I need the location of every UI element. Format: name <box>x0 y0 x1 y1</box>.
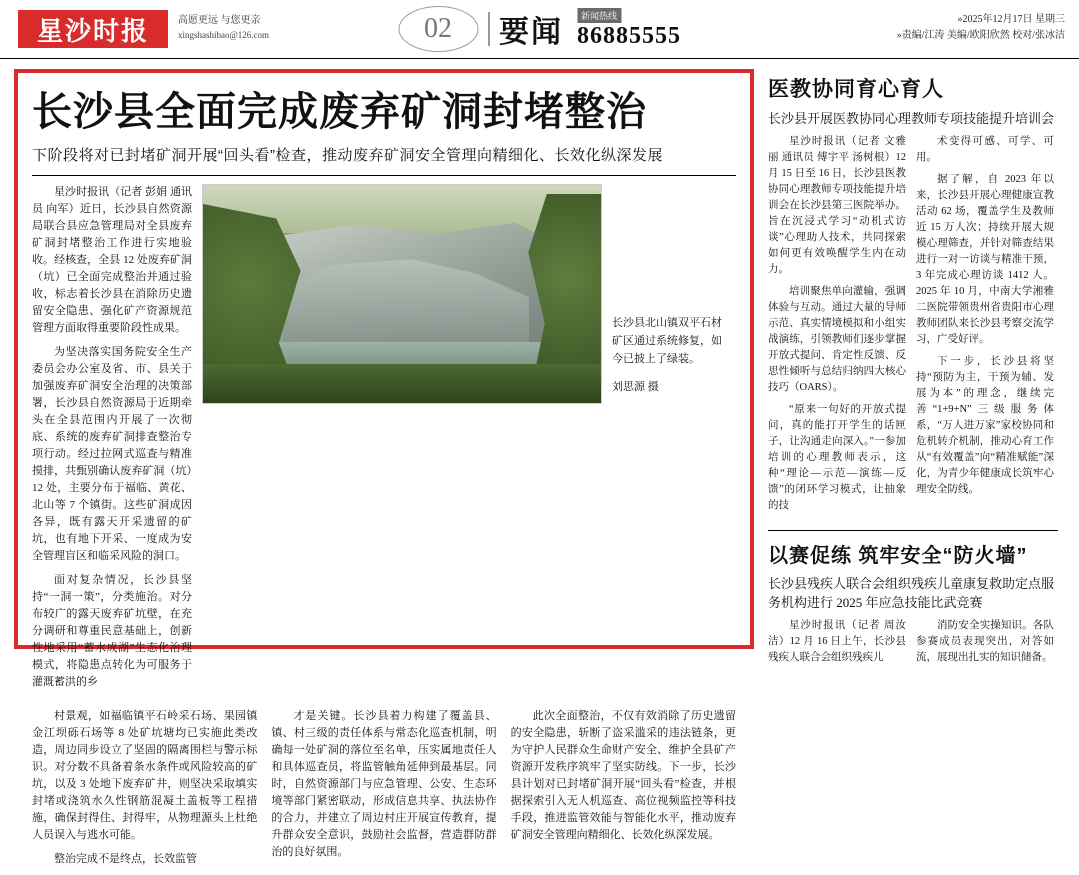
paragraph: 整治完成不是终点，长效监管 <box>54 853 197 865</box>
paragraph: 面对复杂情况，长沙县坚持“一洞一策”，分类施治。对分布较广的露天废弃矿坑壁，在充分调研和尊重民意基础上，创新性地采用“蓄水成湖”生态化治理模式，将隐患点转化为可服务于灌溉蓄洪的乡 <box>32 574 192 688</box>
paragraph: 星沙时报讯（记者 文雅丽 通讯员 傅宇平 汤树根）12 月 15 日至 16 日，长沙县医教协同心理教师专项技能提升培训会在长沙县第三医院举办。旨在沉浸式学习“动机式访谈”心理助人技术，共同探索如何更有效唤醒学生内在动力。 <box>768 136 906 275</box>
right-top-column-1 <box>768 134 906 520</box>
lead-article <box>14 69 754 865</box>
right-top-column-2 <box>916 134 1054 520</box>
lead-headline: 长沙县全面完成废弃矿洞封堵整治 <box>32 90 647 134</box>
slogan-line-1: 高愿更远 与您更亲 <box>178 15 261 26</box>
paragraph: 星沙时报讯（记者 彭娟 通讯员 向军）近日，长沙县自然资源局联合县应急管理局对全县废弃矿洞封堵整治工作进行实地验收。经核查，全县 12 处废弃矿洞（坑）已全面完成整治并通过验收，标志着长沙县在消除历史遗留安全隐患、强化矿产资源规范管理方面取得重要阶段性成果。 <box>32 186 192 334</box>
paragraph: 星沙时报讯（记者 周汝洁）12 月 16 日上午，长沙县残疾人联合会组织残疾儿 <box>768 620 906 663</box>
masthead-center <box>398 6 681 52</box>
lead-column-2 <box>32 708 257 875</box>
right-bottom-headline: 以赛促练 筑牢安全“防火墙” <box>768 545 1028 567</box>
lead-subhead: 下阶段将对已封堵矿洞开展“回头看”检查，推动废弃矿洞安全管理向精细化、长效化纵深发展 <box>32 145 736 176</box>
lead-column-1 <box>32 184 192 698</box>
right-bottom-column-2 <box>916 618 1054 672</box>
hotline-label: 新闻热线 <box>577 8 621 23</box>
paragraph: 消防安全实操知识。各队参赛成员表现突出，对答如流，展现出扎实的知识储备。 <box>916 620 1054 663</box>
paragraph: 术变得可感、可学、可用。 <box>916 136 1054 163</box>
masthead-divider <box>488 12 489 46</box>
photo-caption: 长沙县北山镇双平石材矿区通过系统修复，如今已披上了绿装。 <box>612 317 722 365</box>
paragraph: “原来一句好的开放式提问，真的能打开学生的话匣子，让沟通走向深入。”一参加培训的心理教师表示，这种“理论—示范—演练—反馈”的闭环学习模式，让抽象的技 <box>768 404 906 511</box>
hotline-block <box>577 8 681 50</box>
newspaper-logo <box>18 10 168 48</box>
paragraph: 下一步，长沙县将坚持“预防为主，干预为辅、发展为本”的理念，继续完善“1+9+N”三级服务体系，“万人进万家”家校协同和危机转介机制，推动心育工作从“有效覆盖”向“精准赋能”深化，为青少年健康成长筑牢心理安全防线。 <box>916 356 1054 495</box>
paragraph: 村景观，如福临镇平石岭采石场、果园镇金江坝砾石场等 8 处矿坑塘均已实施此类改造，周边同步设立了坚固的隔离围栏与警示标识。对分数不具备着条水条件或风险较高的矿坑，以及 3 处地下废弃矿井，则坚决采取填实封堵或浇筑水久性钢筋混凝土盖板等工程措施，确保封得住、封得牢，从物理源头上杜绝人员误入与逃水可能。 <box>32 710 258 841</box>
logo-text: 星沙时报 <box>36 16 149 46</box>
paragraph: 才是关键。长沙县着力构建了覆盖县、镇、村三级的责任体系与常态化巡查机制，明确每一处矿洞的落位至名单，压实属地责任人和具体巡查员，将监管触角延伸到最基层。同时，自然资源部门与应急管理、公安、生态环境等部门紧密联动，形成信息共享、执法协作的合力，并建立了周边村庄开展宣传教育，提升群众安全意识，鼓励社会监督，营造群防群治的良好氛围。 <box>271 710 497 858</box>
right-top-subhead: 长沙县开展医教协同心理教师专项技能提升培训会 <box>768 111 1055 126</box>
editor-credits: »责编/江涛 美编/欧阳欣然 校对/张冰洁 <box>896 30 1065 41</box>
paragraph: 培训聚焦单向灌输，强调体验与互动。通过大量的导师示范、真实情境模拟和小组实战演练，引领教师们逐步掌握开放式提问、肯定性反馈、反思性倾听与总结归纳四大核心技巧（OARS）。 <box>768 286 906 393</box>
lead-column-3 <box>271 708 496 875</box>
hotline-number: 86885555 <box>577 23 681 49</box>
right-top-columns <box>768 134 1058 520</box>
lead-photo-wrap <box>202 184 602 698</box>
masthead <box>0 0 1079 59</box>
paragraph: 据了解，自 2023 年以来，长沙县开展心理健康宣教活动 62 场，覆盖学生及教师近 15 万人次；持续开展大规模心理筛查，并针对筛查结果进行一对一访谈与精准干预，3 年完成心理访谈 1412 人。2025 年 10 月，中南大学湘雅二医院带领贵州省贵阳市心理教师团队来长沙县考察交流学习，广受好评。 <box>916 174 1054 345</box>
lead-column-4 <box>511 708 736 875</box>
photo-credit: 刘思源 摄 <box>612 381 659 393</box>
article-medical-education <box>768 73 1058 520</box>
section-title: 要闻 <box>499 16 563 49</box>
right-bottom-column-1 <box>768 618 906 672</box>
page-number: 02 <box>398 6 478 52</box>
lead-upper-block <box>32 184 736 698</box>
article-safety-contest <box>768 539 1058 672</box>
section-divider <box>768 530 1058 531</box>
paragraph: 为坚决落实国务院安全生产委员会办公室及省、市、县关于加强废弃矿洞安全治理的决策部署，长沙县自然资源局于近期牵头在全县范围内开展了一次彻底、系统的废弃矿洞排查整治专项行动。经过拉网式巡查与精准摸排，共甄别确认废弃矿洞（坑）12 处，主要分布于福临、黄花、北山等 7 个镇街。这些矿洞成因各异，既有露天开采遗留的矿坑，也有地下开采、一度成为安全管理盲区和临采风险的洞口。 <box>32 346 192 562</box>
right-column <box>768 69 1058 663</box>
slogan-line-2: xingshashibao@126.com <box>178 30 270 40</box>
masthead-meta <box>897 12 1065 44</box>
page-content <box>0 59 1079 865</box>
paragraph: 此次全面整治，不仅有效消除了历史遗留的安全隐患，斩断了盗采滥采的违法链条，更为守护人民群众生命财产安全、维护全县矿产资源开发秩序筑牢了坚实防线。下一步，长沙县计划对已封堵矿洞开展“回头看”检查，并根据探索引入无人机巡查、高位视频监控等科技手段，推进监管效能与智能化水平，推动废弃矿洞安全管理向精细化、长效化纵深发展。 <box>510 710 736 841</box>
publication-date: »2025年12月17日 星期三 <box>957 14 1065 25</box>
photo-vegetation-bottom <box>203 364 601 403</box>
quarry-photo <box>202 184 602 404</box>
photo-caption-block <box>612 184 732 698</box>
masthead-slogan <box>178 14 269 42</box>
right-top-headline: 医教协同育心育人 <box>768 78 944 101</box>
right-bottom-columns <box>768 618 1058 672</box>
lead-lower-block <box>32 708 736 875</box>
right-bottom-subhead: 长沙县残疾人联合会组织残疾儿童康复救助定点服务机构进行 2025 年应急技能比武竞赛 <box>768 576 1055 610</box>
